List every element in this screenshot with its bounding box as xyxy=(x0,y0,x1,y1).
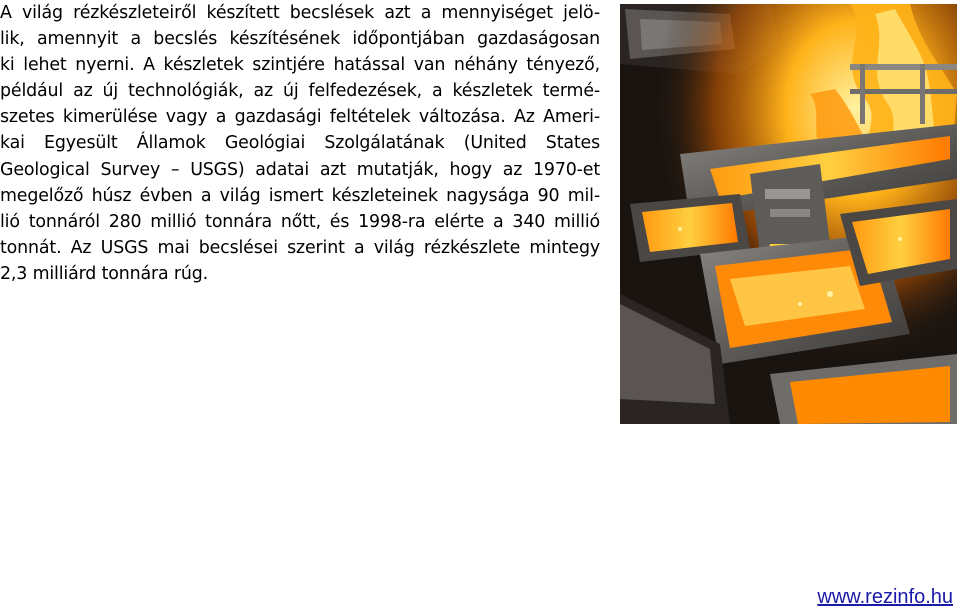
paragraph-line: A világ rézkészleteiről készített becslések azt a mennyiséget jelö- xyxy=(0,3,600,23)
paragraph-line: 2,3 milliárd tonnára rúg. xyxy=(0,263,209,284)
body-paragraph xyxy=(0,0,600,287)
paragraph-line: kai Egyesült Államok Geológiai Szolgálatának (United States xyxy=(0,133,600,154)
paragraph-line: például az új technológiák, az új felfedezések, a készletek termé- xyxy=(0,81,600,102)
paragraph-line: ki lehet nyerni. A készletek szintjére hatással van néhány tényező, xyxy=(0,55,600,76)
paragraph-line: Geological Survey – USGS) adatai azt mutatják, hogy az 1970-et xyxy=(0,159,600,180)
copper-casting-photo xyxy=(620,4,957,424)
website-link[interactable]: www.rezinfo.hu xyxy=(817,586,953,608)
paragraph-line: lió tonnáról 280 millió tonnára nőtt, és 1998-ra elérte a 340 millió xyxy=(0,211,600,232)
paragraph-line: tonnát. Az USGS mai becslései szerint a világ rézkészlete mintegy xyxy=(0,237,600,258)
paragraph-line: szetes kimerülése vagy a gazdasági feltételek változása. Az Ameri- xyxy=(0,107,600,128)
copper-casting-illustration xyxy=(620,4,957,424)
paragraph-line: megelőző húsz évben a világ ismert készleteinek nagysága 90 mil- xyxy=(0,185,600,206)
paragraph-line: lik, amennyit a becslés készítésének időpontjában gazdaságosan xyxy=(0,29,600,50)
